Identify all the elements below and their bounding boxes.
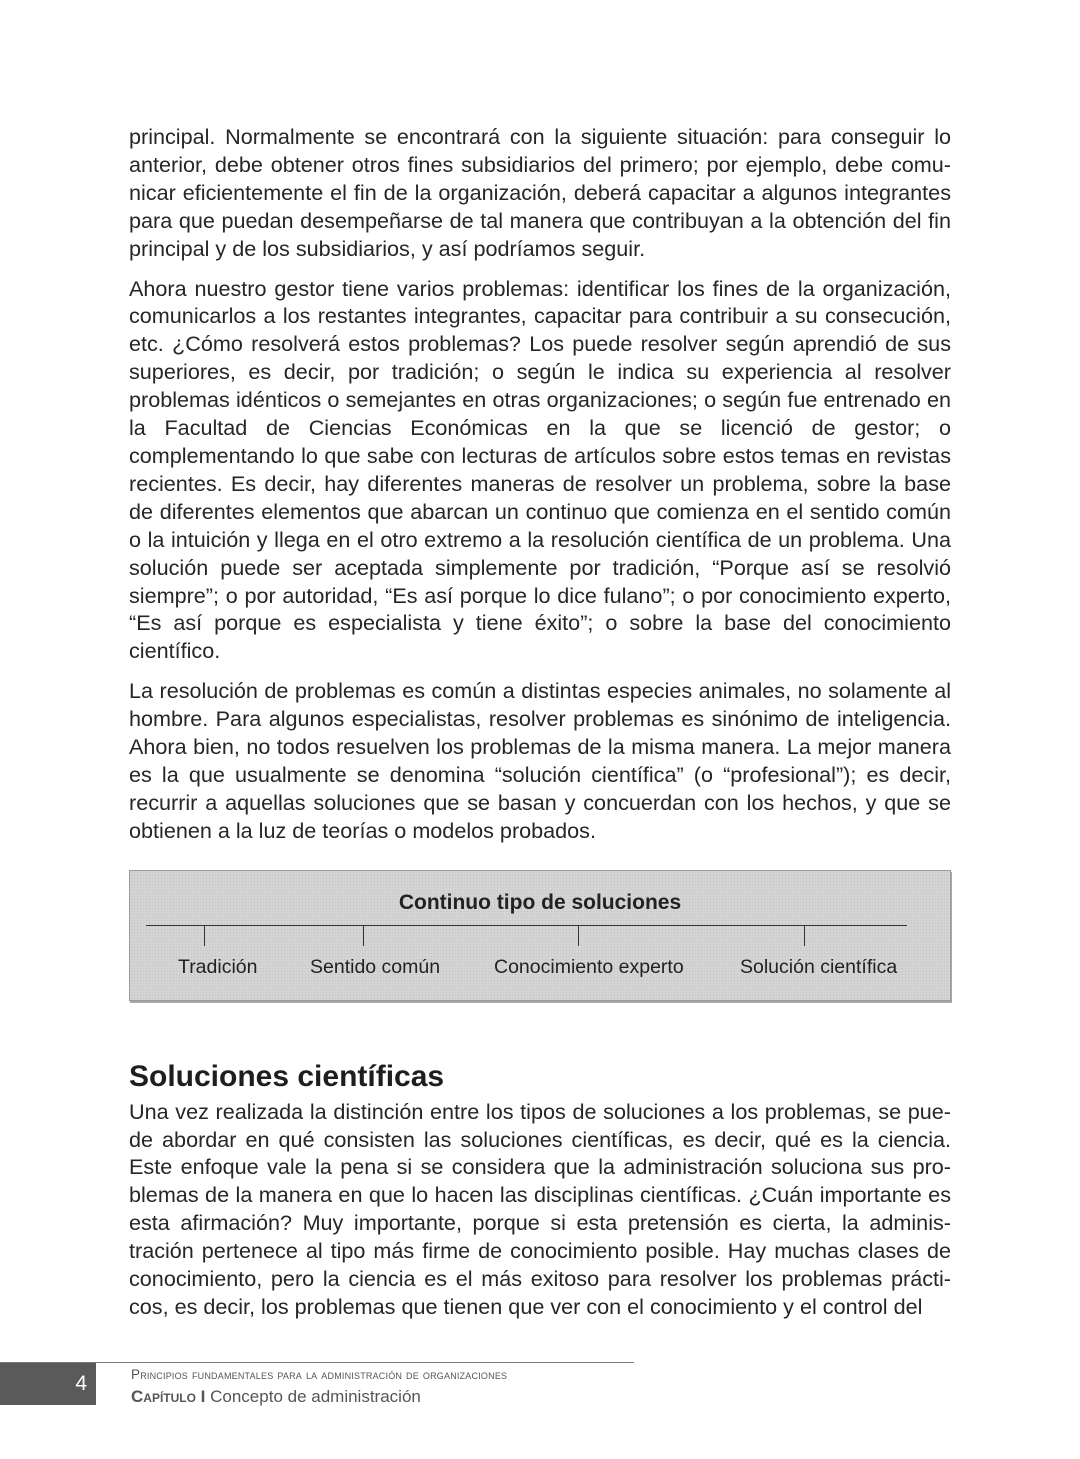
page-number-tab: [0, 1363, 96, 1405]
section-paragraph: Una vez realizada la distinción entre los tipos de soluciones a los problemas, se puede abordar en qué consisten las soluciones científicas, es decir, qué es la ciencia. Este enfoque vale la pena si se considera que la administración soluciona sus problemas de la manera en que lo hacen las disciplinas científicas. ¿Cuán importante es esta afirmación? Muy importante, porque si esta pretensión es cierta, la administración pertenece al tipo más firme de conocimiento posible. Hay muchas clases de conocimiento, pero la ciencia es el más exitoso para resolver los problemas prácticos, es decir, los problemas que tienen que ver con el conocimiento y el control del: [129, 1098, 951, 1319]
tick-sentido-comun: [363, 926, 364, 946]
paragraph-2: Ahora nuestro gestor tiene varios problemas: identificar los fines de la organización, comunicarlos a los restantes integrantes, capacitar para contribuir a su consecución, etc. ¿Cómo resolverá estos problemas? Los puede resolver según aprendió de sus superiores, es decir, por tradición; o según le indica su experiencia al resolver problemas idénticos o semejantes en otras organizaciones; o según fue entrenado en la Facultad de Ciencias Económicas en la que se licenció de gestor; o complementando lo que sabe con lecturas de artículos sobre estos temas en revistas recientes. Es decir, hay diferentes maneras de resolver un problema, sobre la base de diferentes elementos que abarcan un continuo que comienza en el sentido común o la intuición y llega en el otro extremo a la resolución científica de un problema. Una solución puede ser aceptada simplemente por tradición, “Porque así se resolvió siempre”; o por autoridad, “Es así porque lo dice fulano”; o por conocimiento experto, “Es así porque es especialista y tiene éxito”; o sobre la base del conocimiento científico.: [129, 275, 951, 664]
chapter-title: Concepto de administración: [210, 1387, 421, 1406]
chapter-label: Capítulo I: [131, 1387, 206, 1406]
label-conocimiento-experto: Conocimiento experto: [494, 955, 684, 978]
page-body: [129, 123, 951, 1333]
section-heading: Soluciones científicas: [129, 1059, 445, 1093]
continuum-line: [146, 925, 907, 926]
solutions-continuum-diagram: [129, 870, 951, 1001]
running-book-title: Principios fundamentales para la administración de organizaciones: [131, 1367, 508, 1382]
tick-tradicion: [204, 926, 205, 946]
label-solucion-cientifica: Solución científica: [740, 955, 898, 978]
paragraph-3: La resolución de problemas es común a distintas especies animales, no solamente al hombre. Para algunos especialistas, resolver problemas es sinónimo de inteligencia. Ahora bien, no todos resuelven los problemas de la misma manera. La mejor manera es la que usualmente se denomina “solución científica” (o “profesional”); es decir, recurrir a aquellas soluciones que se basan y concuerdan con los hechos, y que se obtienen a la luz de teorías o modelos probados.: [129, 678, 951, 843]
paragraph-1: principal. Normalmente se encontrará con la siguiente situación: para conseguir lo anterior, debe obtener otros fines subsidiarios del primero; por ejemplo, debe comunicar eficientemente el fin de la organización, deberá capacitar a algunos integrantes para que puedan desempeñarse de tal manera que contribuyan a la obtención del fin principal y de los subsidiarios, y así podríamos seguir.: [129, 124, 951, 261]
label-tradicion: Tradición: [178, 955, 258, 978]
tick-solucion-cientifica: [804, 926, 805, 946]
page-number: 4: [75, 1372, 87, 1395]
diagram-title: Continuo tipo de soluciones: [398, 890, 682, 914]
running-chapter: [131, 1387, 421, 1407]
tick-conocimiento-experto: [578, 926, 579, 946]
label-sentido-comun: Sentido común: [310, 955, 441, 978]
